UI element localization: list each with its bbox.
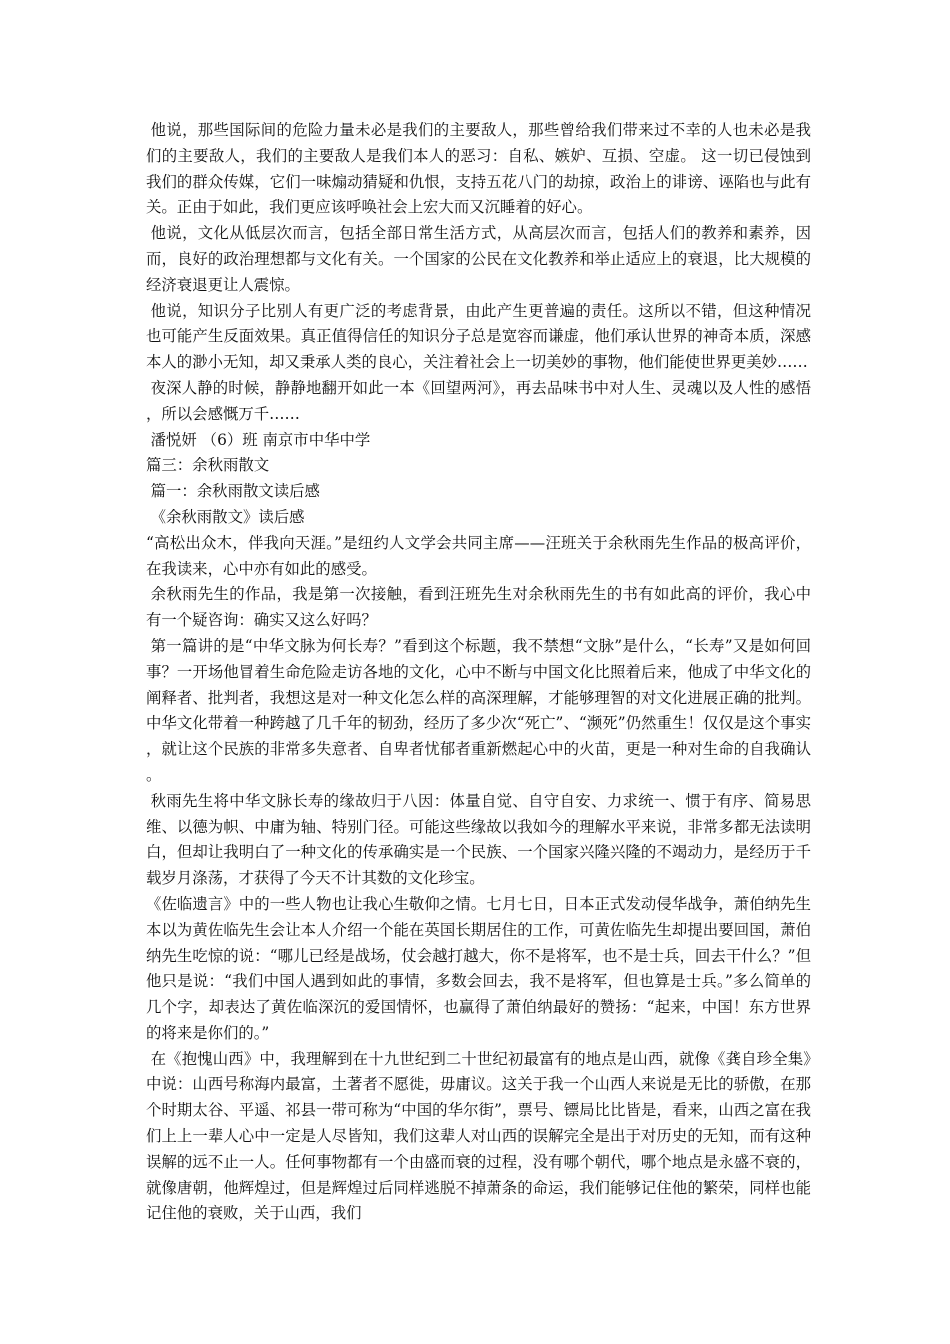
- paragraph-culture: 他说，文化从低层次而言，包括全部日常生活方式，从高层次而言，包括人们的教养和素养，因而，良好的政治理想都与文化有关。一个国家的公民在文化教养和举止适应上的衰退，比大规模的经济衰退更让人震惊。: [146, 224, 811, 294]
- section-heading: 篇三：余秋雨散文: [146, 456, 270, 475]
- paragraph-cultural-lineage: 第一篇讲的是“中华文脉为何长寿？”看到这个标题，我不禁想“文脉”是什么，“长寿”又是如何回事？一开场他冒着生命危险走访各地的文化，心中不断与中国文化比照着后来，他成了中华文化的阐释者、批判者，我想这是对一种文化怎么样的高深理解，才能够理智的对文化进展正确的批判。中华文化带着一种跨越了几千年的韧劲，经历了多少次“死亡”、“濒死”仍然重生！仅仅是这个事实，就让这个民族的非常多失意者、自卑者忧郁者重新燃起心中的火苗，更是一种对生命的自我确认。: [146, 636, 811, 784]
- essay-title: 《余秋雨散文》读后感: [150, 507, 305, 526]
- paragraph-enemies: 他说，那些国际间的危险力量未必是我们的主要敌人，那些曾给我们带来过不幸的人也未必是我们的主要敌人，我们的主要敌人是我们本人的恶习：自私、嫉妒、互损、空虚。 这一切已侵蚀到我们的群众传媒，它们一味煽动猜疑和仇恨，支持五花八门的劫掠，政治上的诽谤、诬陷也与此有关。正由于如此，我们更应该呼唤社会上宏大而又沉睡着的好心。: [146, 121, 811, 217]
- paragraph-eight-reasons: 秋雨先生将中华文脉长寿的缘故归于八因：体量自觉、自守自安、力求统一、惯于有序、简易思维、以德为帜、中庸为轴、特别门径。可能这些缘故以我如今的理解水平来说，非常多都无法读明白，但却让我明白了一种文化的传承确实是一个民族、一个国家兴隆兴隆的不竭动力，是经历于千载岁月涤荡，才获得了今天不计其数的文化珍宝。: [146, 791, 811, 888]
- subsection-heading: 篇一：余秋雨散文读后感: [150, 482, 320, 501]
- paragraph-quote: “高松出众木，伴我向天涯。”是纽约人文学会共同主席——汪班关于余秋雨先生作品的极高评价，在我读来，心中亦有如此的感受。: [146, 533, 811, 578]
- paragraph-shanxi: 在《抱愧山西》中，我理解到在十九世纪到二十世纪初最富有的地点是山西，就像《龚自珍全集》中说：山西号称海内最富，土著者不愿徙，毋庸议。这关于我一个山西人来说是无比的骄傲，在那个时期太谷、平遥、祁县一带可称为“中国的华尔街”，票号、镖局比比皆是，看来，山西之富在我们上上一辈人心中一定是人尽皆知，我们这辈人对山西的误解完全是出于对历史的无知，而有这种误解的远不止一人。任何事物都有一个由盛而衰的过程，没有哪个朝代，哪个地点是永盛不衰的，就像唐朝，他辉煌过，但是辉煌过后同样逃脱不掉萧条的命运，我们能够记住他的繁荣，同样也能记住他的衰败，关于山西，我们: [146, 1049, 811, 1223]
- author-line: 潘悦妍 （6）班 南京市中华中学: [150, 430, 371, 449]
- paragraph-night-reading: 夜深人静的时候，静静地翻开如此一本《回望两河》，再去品味书中对人生、灵魂以及人性的感悟，所以会感慨万千……: [146, 378, 811, 423]
- paragraph-intellectuals: 他说，知识分子比别人有更广泛的考虑背景，由此产生更普遍的责任。这所以不错，但这种情况也可能产生反面效果。真正值得信任的知识分子总是宽容而谦虚，他们承认世界的神奇本质，深感本人的渺小无知，却又秉承人类的良心，关注着社会上一切美妙的事物，他们能使世界更美妙……: [146, 301, 811, 372]
- paragraph-zuolin: 《佐临遗言》中的一些人物也让我心生敬仰之情。七月七日，日本正式发动侵华战争，萧伯纳先生本以为黄佐临先生会让本人介绍一个能在英国长期居住的工作，可黄佐临先生却提出要回国，萧伯纳先生吃惊的说：“哪儿已经是战场，仗会越打越大，你不是将军，也不是士兵，回去干什么？”但他只是说：“我们中国人遇到如此的事情，多数会回去，我不是将军，但也算是士兵。”多么简单的几个字，却表达了黄佐临深沉的爱国情怀，也赢得了萧伯纳最好的赞扬：“起来，中国！东方世界的将来是你们的。”: [146, 894, 811, 1042]
- document-page: [146, 118, 811, 1227]
- paragraph-first-contact: 余秋雨先生的作品，我是第一次接触，看到汪班先生对余秋雨先生的书有如此高的评价，我心中有一个疑咨询：确实又这么好吗？: [146, 585, 811, 630]
